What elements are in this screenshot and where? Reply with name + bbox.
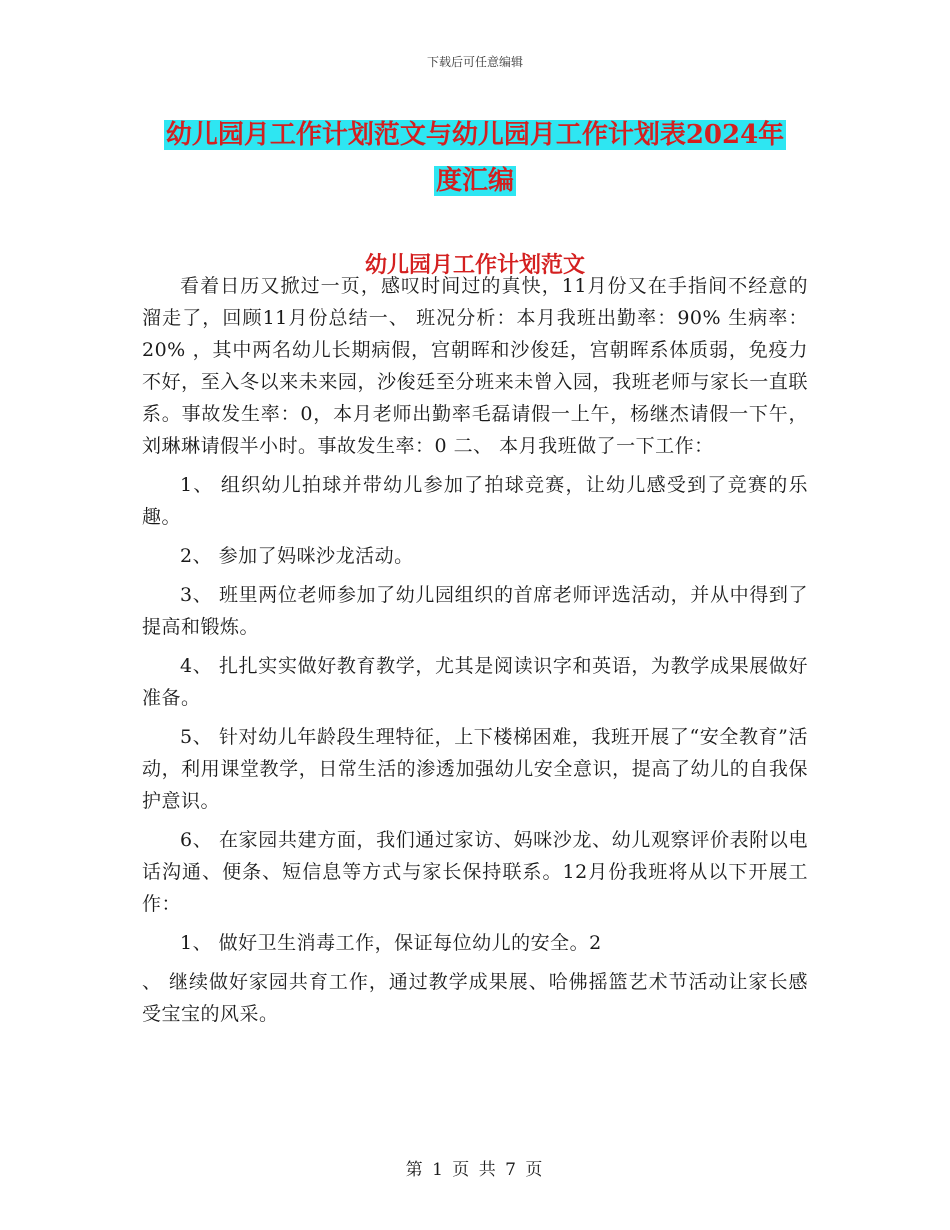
paragraph-plan-1: 1、 做好卫生消毒工作，保证每位幼儿的安全。2 xyxy=(180,932,602,954)
document-body xyxy=(142,270,808,1037)
paragraph-plan-2: 、 继续做好家园共育工作，通过教学成果展、哈佛摇篮艺术节活动让家长感受宝宝的风采。 xyxy=(142,971,808,1025)
page-number: 第 1 页 共 7 页 xyxy=(405,1160,545,1180)
paragraph-item-2: 2、 参加了妈咪沙龙活动。 xyxy=(180,545,414,567)
paragraph-item-6: 6、 在家园共建方面，我们通过家访、妈咪沙龙、幼儿观察评价表附以电话沟通、便条、短信息等方式与家长保持联系。12月份我班将从以下开展工作： xyxy=(142,829,808,915)
paragraph-item-4: 4、 扎扎实实做好教育教学，尤其是阅读识字和英语，为教学成果展做好准备。 xyxy=(142,655,808,709)
document-title-line-1: 幼儿园月工作计划范文与幼儿园月工作计划表2024年 xyxy=(165,120,785,150)
document-title-line-2: 度汇编 xyxy=(435,166,514,196)
section-title: 幼儿园月工作计划范文 xyxy=(364,252,585,278)
document-title xyxy=(142,112,808,204)
paragraph-item-3: 3、 班里两位老师参加了幼儿园组织的首席老师评选活动，并从中得到了提高和锻炼。 xyxy=(142,584,808,638)
paragraph-item-1: 1、 组织幼儿拍球并带幼儿参加了拍球竞赛，让幼儿感受到了竞赛的乐趣。 xyxy=(142,474,808,528)
paragraph-item-5: 5、 针对幼儿年龄段生理特征，上下楼梯困难，我班开展了“安全教育”活动，利用课堂教学，日常生活的渗透加强幼儿安全意识，提高了幼儿的自我保护意识。 xyxy=(142,726,808,812)
paragraph-intro: 看着日历又掀过一页，感叹时间过的真快，11月份又在手指间不经意的溜走了，回顾11月份总结一、 班况分析：本月我班出勤率：90% 生病率：20% ，其中两名幼儿长期病假，宫朝晖和沙俊廷，宫朝晖系体质弱，免疫力不好，至入冬以来未来园，沙俊廷至分班来未曾入园，我班老师与家长一直联系。事故发生率：0，本月老师出勤率毛磊请假一上午，杨继杰请假一下午，刘琳琳请假半小时。事故发生率：0 二、 本月我班做了一下工作： xyxy=(142,275,808,457)
page-header-note: 下载后可任意编辑 xyxy=(426,55,523,69)
